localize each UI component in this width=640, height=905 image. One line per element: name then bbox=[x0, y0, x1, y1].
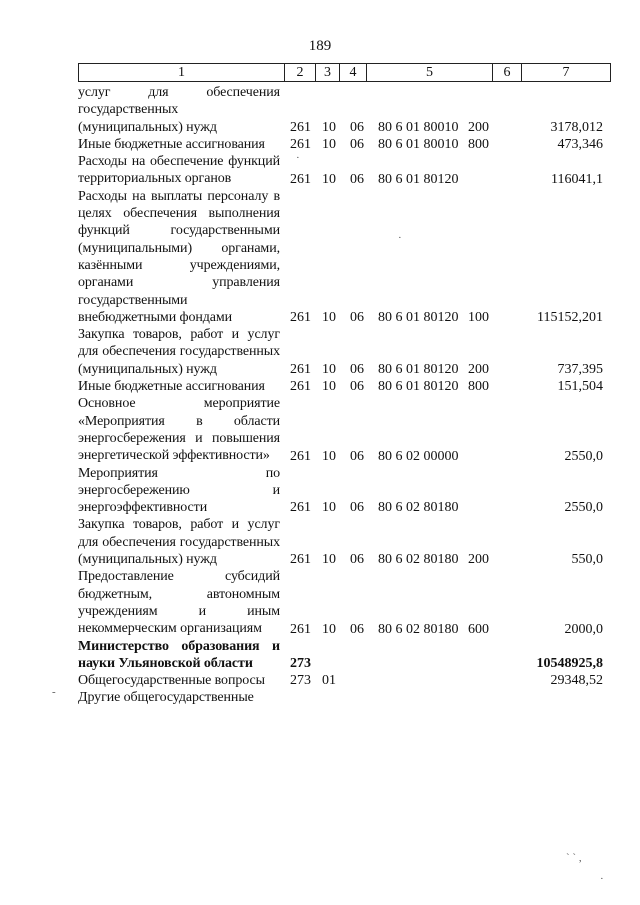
column-cs: 80 6 01 80010 bbox=[378, 119, 459, 135]
row-codes bbox=[288, 171, 611, 188]
column-gr: 273 bbox=[290, 656, 311, 672]
row-name: услуг для обеспечения государственных (муниципальных) нужд bbox=[78, 85, 280, 135]
column-gr: 261 bbox=[290, 500, 311, 516]
column-amount: 473,346 bbox=[557, 137, 603, 153]
column-gr: 261 bbox=[290, 310, 311, 326]
column-pr: 06 bbox=[350, 552, 364, 568]
column-rz: 10 bbox=[322, 500, 336, 516]
column-amount: 10548925,8 bbox=[536, 656, 603, 672]
column-pr: 06 bbox=[350, 448, 364, 464]
row-name: Иные бюджетные ассигнования bbox=[78, 379, 265, 395]
column-gr: 261 bbox=[290, 137, 311, 153]
row-codes bbox=[288, 499, 611, 516]
column-gr: 261 bbox=[290, 171, 311, 187]
column-vr: 800 bbox=[468, 137, 489, 153]
table-body bbox=[78, 84, 611, 707]
column-cs: 80 6 02 80180 bbox=[378, 621, 459, 637]
scan-speck: · bbox=[296, 152, 300, 164]
table-row bbox=[78, 516, 611, 568]
table-row bbox=[78, 326, 611, 378]
row-codes bbox=[288, 361, 611, 378]
column-pr: 06 bbox=[350, 621, 364, 637]
column-amount: 2000,0 bbox=[564, 621, 603, 637]
row-codes bbox=[288, 119, 611, 136]
table-row bbox=[78, 188, 611, 326]
row-name: Предоставление субсидий бюджетным, автономным учреждениям и иным некоммерческим организациям bbox=[78, 569, 280, 637]
column-cs: 80 6 01 80120 bbox=[378, 362, 459, 378]
scan-speck: · bbox=[600, 873, 604, 885]
column-gr: 261 bbox=[290, 552, 311, 568]
table-row bbox=[78, 395, 611, 464]
table-row bbox=[78, 672, 611, 689]
column-amount: 737,395 bbox=[557, 362, 603, 378]
row-name: Расходы на выплаты персоналу в целях обеспечения выполнения функций государственными (муниципальными) органами, казёнными учреждениями, органами управления государственными внебюджетными фондами bbox=[78, 188, 280, 325]
column-vr: 200 bbox=[468, 362, 489, 378]
column-gr: 273 bbox=[290, 673, 311, 689]
table-row bbox=[78, 136, 611, 153]
header-col-4: 4 bbox=[340, 64, 367, 81]
column-rz: 10 bbox=[322, 119, 336, 135]
column-rz: 10 bbox=[322, 448, 336, 464]
column-amount: 3178,012 bbox=[550, 119, 603, 135]
scan-speck: · bbox=[398, 232, 402, 244]
table-row bbox=[78, 689, 611, 706]
table-header bbox=[78, 63, 611, 82]
column-rz: 10 bbox=[322, 379, 336, 395]
column-cs: 80 6 01 80120 bbox=[378, 379, 459, 395]
column-cs: 80 6 02 00000 bbox=[378, 448, 459, 464]
header-col-5: 5 bbox=[367, 64, 493, 81]
column-pr: 06 bbox=[350, 379, 364, 395]
header-col-2: 2 bbox=[285, 64, 316, 81]
column-cs: 80 6 01 80010 bbox=[378, 137, 459, 153]
scan-speck: - bbox=[52, 686, 56, 698]
column-amount: 550,0 bbox=[571, 552, 603, 568]
column-rz: 10 bbox=[322, 310, 336, 326]
column-pr: 06 bbox=[350, 310, 364, 326]
column-cs: 80 6 01 80120 bbox=[378, 310, 459, 326]
column-gr: 261 bbox=[290, 119, 311, 135]
page-number: 189 bbox=[308, 38, 332, 54]
column-gr: 261 bbox=[290, 448, 311, 464]
row-name: Закупка товаров, работ и услуг для обеспечения государственных (муниципальных) нужд bbox=[78, 517, 280, 568]
row-name: Закупка товаров, работ и услуг для обеспечения государственных (муниципальных) нужд bbox=[78, 327, 280, 377]
table-row bbox=[78, 378, 611, 395]
table-row bbox=[78, 568, 611, 637]
table-row bbox=[78, 465, 611, 517]
column-rz: 10 bbox=[322, 621, 336, 637]
row-codes bbox=[288, 136, 611, 153]
column-pr: 06 bbox=[350, 362, 364, 378]
column-cs: 80 6 01 80120 bbox=[378, 171, 459, 187]
row-codes bbox=[288, 672, 611, 689]
column-pr: 06 bbox=[350, 137, 364, 153]
table-row bbox=[78, 153, 611, 188]
column-rz: 10 bbox=[322, 137, 336, 153]
row-name: Министерство образования и науки Ульяновской области bbox=[78, 638, 280, 671]
column-vr: 200 bbox=[468, 552, 489, 568]
column-vr: 200 bbox=[468, 119, 489, 135]
column-amount: 2550,0 bbox=[564, 448, 603, 464]
row-name: Расходы на обеспечение функций территориальных органов bbox=[78, 154, 280, 187]
row-name: Мероприятия по энергосбережению и энергоэффективности bbox=[78, 465, 280, 516]
column-rz: 10 bbox=[322, 552, 336, 568]
row-codes bbox=[288, 448, 611, 465]
column-cs: 80 6 02 80180 bbox=[378, 552, 459, 568]
column-pr: 06 bbox=[350, 171, 364, 187]
table-row bbox=[78, 638, 611, 673]
column-rz: 01 bbox=[322, 673, 336, 689]
row-codes bbox=[288, 621, 611, 638]
column-vr: 100 bbox=[468, 310, 489, 326]
header-col-3: 3 bbox=[316, 64, 340, 81]
table-row bbox=[78, 84, 611, 136]
row-codes bbox=[288, 655, 611, 672]
row-name: Общегосударственные вопросы bbox=[78, 673, 265, 689]
scan-speck: ` ` , bbox=[566, 852, 582, 864]
column-gr: 261 bbox=[290, 379, 311, 395]
column-amount: 29348,52 bbox=[550, 673, 603, 689]
column-cs: 80 6 02 80180 bbox=[378, 500, 459, 516]
column-amount: 116041,1 bbox=[551, 171, 603, 187]
column-gr: 261 bbox=[290, 621, 311, 637]
column-amount: 2550,0 bbox=[564, 500, 603, 516]
row-codes bbox=[288, 378, 611, 395]
column-pr: 06 bbox=[350, 500, 364, 516]
column-amount: 115152,201 bbox=[537, 310, 603, 326]
column-vr: 800 bbox=[468, 379, 489, 395]
row-codes bbox=[288, 309, 611, 326]
row-name: Иные бюджетные ассигнования bbox=[78, 136, 265, 152]
header-col-6: 6 bbox=[493, 64, 522, 81]
column-rz: 10 bbox=[322, 362, 336, 378]
column-amount: 151,504 bbox=[557, 379, 603, 395]
header-col-7: 7 bbox=[562, 65, 570, 80]
row-codes bbox=[288, 690, 611, 707]
row-name: Другие общегосударственные bbox=[78, 690, 254, 706]
column-rz: 10 bbox=[322, 171, 336, 187]
column-pr: 06 bbox=[350, 119, 364, 135]
row-codes bbox=[288, 551, 611, 568]
column-gr: 261 bbox=[290, 362, 311, 378]
row-name: Основное мероприятие «Мероприятия в области энергосбережения и повышения энергетической эффективности» bbox=[78, 396, 280, 464]
column-vr: 600 bbox=[468, 621, 489, 637]
header-col-1: 1 bbox=[79, 64, 285, 81]
